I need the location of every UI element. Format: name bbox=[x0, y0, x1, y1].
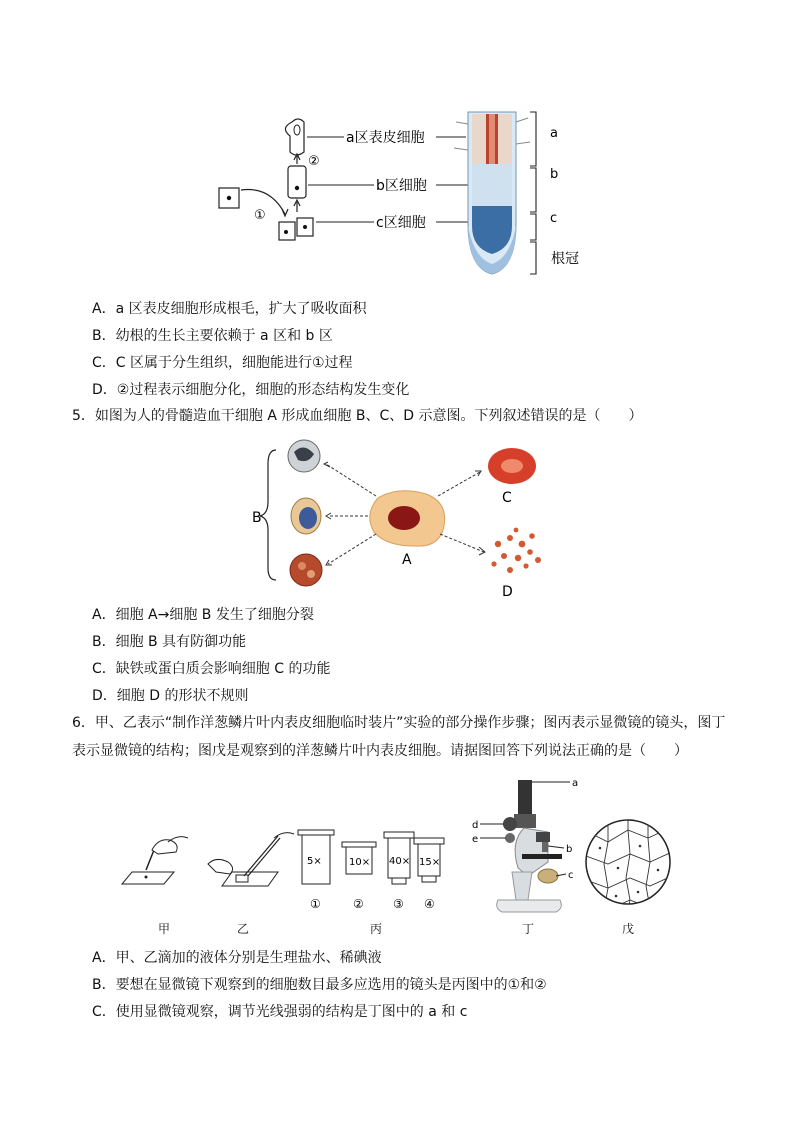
platelets-d bbox=[491, 528, 541, 573]
step-jia-dropping bbox=[122, 837, 188, 884]
lens-4 bbox=[414, 838, 444, 882]
zone-root-cap-label: 根冠 bbox=[551, 251, 579, 267]
microscope-label-d: d bbox=[472, 820, 479, 831]
microscope-figure bbox=[118, 772, 678, 938]
q5-option-a: A．细胞 A→细胞 B 发生了细胞分裂 bbox=[92, 607, 314, 623]
caption-bing: 丙 bbox=[370, 922, 383, 936]
q6-stem-line2: 表示显微镜的结构；图戊是观察到的洋葱鳞片叶内表皮细胞。请据图回答下列说法正确的是（ ） bbox=[72, 743, 688, 759]
q5-option-b: B．细胞 B 具有防御功能 bbox=[92, 634, 247, 650]
lens-1-number: ① bbox=[310, 897, 321, 911]
microscope-label-a: a bbox=[572, 778, 579, 789]
zone-b-label: b bbox=[550, 167, 559, 182]
white-blood-cell-3 bbox=[290, 554, 322, 586]
lens-1 bbox=[298, 830, 334, 884]
caption-jia: 甲 bbox=[158, 922, 171, 936]
blood-cell-figure bbox=[248, 434, 558, 600]
root-tip-illustration bbox=[454, 112, 530, 274]
lens-2-number: ② bbox=[353, 897, 364, 911]
microscope-label-e: e bbox=[472, 834, 479, 845]
lens-4-number: ④ bbox=[424, 897, 435, 911]
caption-yi: 乙 bbox=[237, 922, 250, 936]
q6-option-c: C．使用显微镜观察，调节光线强弱的结构是丁图中的 a 和 c bbox=[92, 1004, 468, 1020]
zone-c-label: c bbox=[550, 211, 558, 226]
q5-stem: 5．如图为人的骨髓造血干细胞 A 形成血细胞 B、C、D 示意图。下列叙述错误的是（ ） bbox=[72, 408, 643, 424]
microscope-label-c: c bbox=[568, 870, 574, 881]
label-c: C bbox=[502, 490, 512, 506]
root-hair-cell bbox=[285, 119, 304, 155]
label-b-zone-cell: b区细胞 bbox=[376, 178, 427, 194]
label-b: B bbox=[252, 510, 262, 526]
label-d: D bbox=[502, 584, 513, 600]
caption-ding: 丁 bbox=[522, 922, 535, 936]
svg-text:15×: 15× bbox=[419, 857, 441, 868]
elongation-cell bbox=[288, 166, 306, 198]
q5-option-c: C．缺铁或蛋白质会影响细胞 C 的功能 bbox=[92, 661, 331, 677]
label-a-zone-cell: a区表皮细胞 bbox=[346, 130, 425, 146]
step1-label: ① bbox=[254, 208, 266, 223]
step2-label: ② bbox=[308, 154, 320, 169]
lens-3 bbox=[384, 832, 414, 884]
q4-option-c: C．C 区属于分生组织，细胞能进行①过程 bbox=[92, 355, 353, 371]
microscope-illustration bbox=[497, 780, 562, 912]
svg-text:40×: 40× bbox=[389, 856, 411, 867]
q4-option-a: A．a 区表皮细胞形成根毛，扩大了吸收面积 bbox=[92, 301, 367, 317]
q6-option-b: B．要想在显微镜下观察到的细胞数目最多应选用的镜头是丙图中的①和② bbox=[92, 977, 547, 993]
zone-a-label: a bbox=[550, 126, 558, 141]
label-a: A bbox=[402, 552, 412, 568]
microscope-label-b: b bbox=[566, 844, 573, 855]
q6-stem-line1: 6．甲、乙表示“制作洋葱鳞片叶内表皮细胞临时装片”实验的部分操作步骤；图丙表示显微镜的镜头，图丁 bbox=[72, 715, 726, 731]
label-c-zone-cell: c区细胞 bbox=[376, 215, 426, 231]
svg-text:5×: 5× bbox=[307, 856, 322, 867]
svg-text:10×: 10× bbox=[349, 857, 371, 868]
q4-option-d: D．②过程表示细胞分化，细胞的形态结构发生变化 bbox=[92, 382, 410, 398]
root-tip-figure bbox=[210, 108, 610, 288]
q5-option-d: D．细胞 D 的形状不规则 bbox=[92, 688, 249, 704]
onion-cells-view bbox=[586, 812, 672, 912]
caption-wu: 戊 bbox=[622, 922, 635, 936]
lens-2 bbox=[342, 842, 376, 874]
q6-option-a: A．甲、乙滴加的液体分别是生理盐水、稀碘液 bbox=[92, 950, 382, 966]
lens-3-number: ③ bbox=[393, 897, 404, 911]
q4-option-b: B．幼根的生长主要依赖于 a 区和 b 区 bbox=[92, 328, 333, 344]
step-yi-coverslip bbox=[208, 833, 294, 886]
